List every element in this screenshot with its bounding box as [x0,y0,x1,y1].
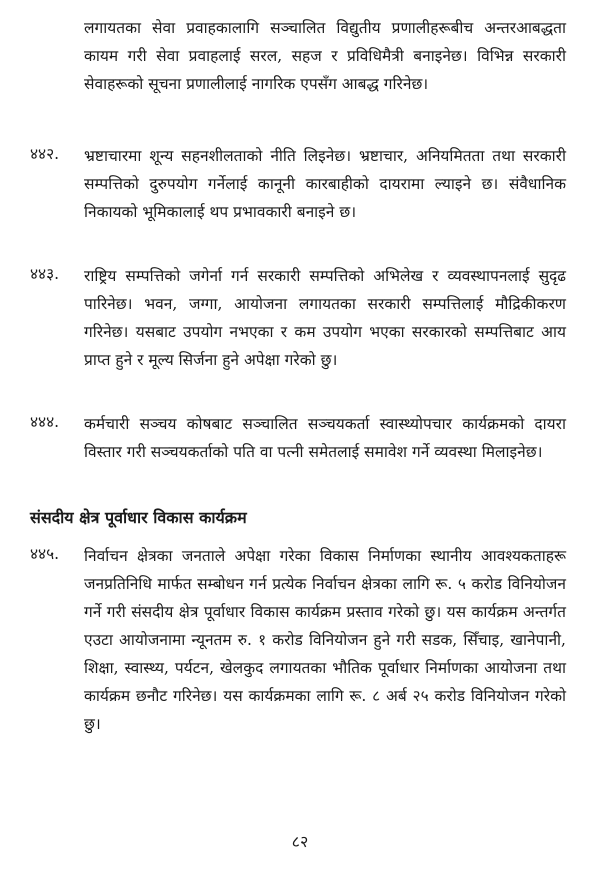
paragraph-number: ४४३. [30,265,60,283]
page-number: ८२ [291,832,309,851]
paragraph-number: ४४४. [30,413,60,431]
paragraph-number: ४४५. [30,545,60,563]
paragraph-text: लगायतका सेवा प्रवाहकालागि सञ्चालित विद्युतीय प्रणालीहरूबीच अन्तरआबद्धता कायम गरी सेवा प्रवाहलाई सरल, सहज र प्रविधिमैत्री बनाइनेछ। विभिन्न सरकारी सेवाहरूको सूचना प्रणालीलाई नागरिक एपसँग आबद्ध गरिनेछ। [84,19,566,93]
paragraph-text: भ्रष्टाचारमा शून्य सहनशीलताको नीति लिइनेछ। भ्रष्टाचार, अनियमितता तथा सरकारी सम्पत्तिको दुरुपयोग गर्नेलाई कानूनी कारबाहीको दायरामा ल्याइने छ। संवैधानिक निकायको भूमिकालाई थप प्रभावकारी बनाइने छ। [84,147,566,221]
paragraph-text: निर्वाचन क्षेत्रका जनताले अपेक्षा गरेका विकास निर्माणका स्थानीय आवश्यकताहरू जनप्रतिनिधि मार्फत सम्बोधन गर्न प्रत्येक निर्वाचन क्षेत्रका लागि रू. ५ करोड विनियोजन गर्ने गरी संसदीय क्षेत्र पूर्वाधार विकास कार्यक्रम प्रस्ताव गरेको छु। यस कार्यक्रम अन्तर्गत एउटा आयोजनामा न्यूनतम रु. १ करोड विनियोजन हुने गरी सडक, सिँचाइ, खानेपानी, शिक्षा, स्वास्थ्य, पर्यटन, खेलकुद लगायतका भौतिक पूर्वाधार निर्माणका आयोजना तथा कार्यक्रम छनौट गरिनेछ। यस कार्यक्रमका लागि रू. ८ अर्ब २५ करोड विनियोजन गरेको छु। [84,547,566,733]
section-heading: संसदीय क्षेत्र पूर्वाधार विकास कार्यक्रम [30,508,247,527]
paragraph-number: ४४२. [30,145,60,163]
paragraph-text: कर्मचारी सञ्चय कोषबाट सञ्चालित सञ्चयकर्ता स्वास्थ्योपचार कार्यक्रमको दायरा विस्तार गरी सञ्चयकर्ताको पति वा पत्नी समेतलाई समावेश गर्ने व्यवस्था मिलाइनेछ। [84,415,566,461]
paragraph-text: राष्ट्रिय सम्पत्तिको जगेर्ना गर्न सरकारी सम्पत्तिको अभिलेख र व्यवस्थापनलाई सुदृढ पारिनेछ। भवन, जग्गा, आयोजना लगायतका सरकारी सम्पत्तिलाई मौद्रिकीकरण गरिनेछ। यसबाट उपयोग नभएका र कम उपयोग भएका सरकारको सम्पत्तिबाट आय प्राप्त हुने र मूल्य सिर्जना हुने अपेक्षा गरेको छु। [84,267,566,369]
